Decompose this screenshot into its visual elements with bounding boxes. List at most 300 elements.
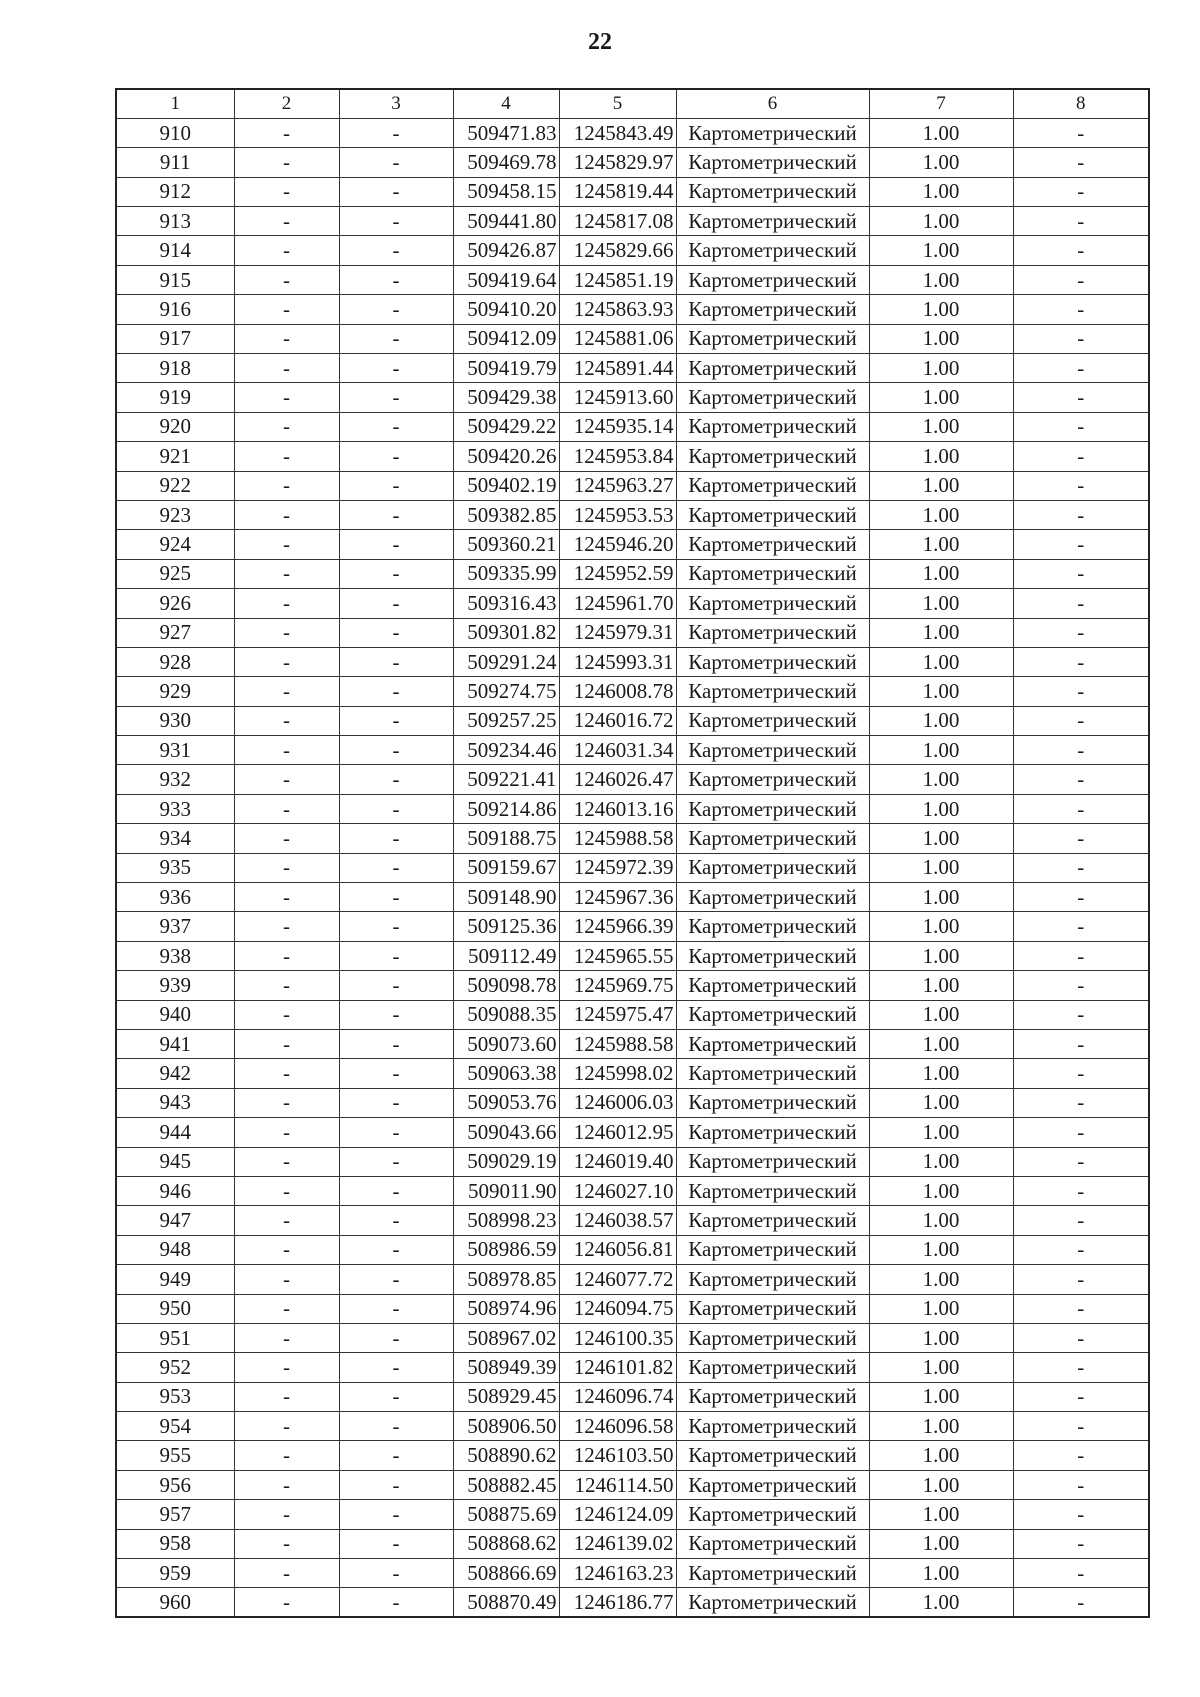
- col-3-cell: -: [339, 1470, 453, 1499]
- col-2-cell: -: [234, 1147, 339, 1176]
- col-2-cell: -: [234, 677, 339, 706]
- coord-y-cell: 1245829.97: [559, 148, 676, 177]
- accuracy-cell: 1.00: [869, 971, 1013, 1000]
- table-row: [116, 1176, 1149, 1205]
- table-row: [116, 1412, 1149, 1441]
- accuracy-cell: 1.00: [869, 677, 1013, 706]
- col-8-cell: -: [1013, 647, 1149, 676]
- table-row: [116, 794, 1149, 823]
- coord-x-cell: 509420.26: [453, 442, 559, 471]
- table-row: [116, 736, 1149, 765]
- col-2-cell: -: [234, 647, 339, 676]
- point-number-cell: 943: [116, 1088, 234, 1117]
- coord-y-cell: 1245881.06: [559, 324, 676, 353]
- coord-y-cell: 1245953.53: [559, 500, 676, 529]
- col-3-cell: -: [339, 354, 453, 383]
- coord-y-cell: 1245967.36: [559, 883, 676, 912]
- method-cell: Картометрический: [676, 1206, 869, 1235]
- method-cell: Картометрический: [676, 1588, 869, 1617]
- col-2-cell: -: [234, 1118, 339, 1147]
- point-number-cell: 954: [116, 1412, 234, 1441]
- coord-x-cell: 509301.82: [453, 618, 559, 647]
- col-2-cell: -: [234, 971, 339, 1000]
- col-8-cell: -: [1013, 883, 1149, 912]
- accuracy-cell: 1.00: [869, 765, 1013, 794]
- method-cell: Картометрический: [676, 500, 869, 529]
- point-number-cell: 941: [116, 1030, 234, 1059]
- method-cell: Картометрический: [676, 1382, 869, 1411]
- col-3-cell: -: [339, 736, 453, 765]
- coord-x-cell: 509221.41: [453, 765, 559, 794]
- coord-y-cell: 1245966.39: [559, 912, 676, 941]
- col-8-cell: -: [1013, 1147, 1149, 1176]
- col-3-cell: -: [339, 677, 453, 706]
- table-row: [116, 971, 1149, 1000]
- accuracy-cell: 1.00: [869, 148, 1013, 177]
- accuracy-cell: 1.00: [869, 794, 1013, 823]
- col-2-cell: -: [234, 207, 339, 236]
- col-3-cell: -: [339, 883, 453, 912]
- col-8-cell: -: [1013, 236, 1149, 265]
- table-row: [116, 941, 1149, 970]
- col-2-cell: -: [234, 1059, 339, 1088]
- method-cell: Картометрический: [676, 1294, 869, 1323]
- col-3-cell: -: [339, 971, 453, 1000]
- method-cell: Картометрический: [676, 383, 869, 412]
- col-2-cell: -: [234, 1323, 339, 1352]
- table-row: [116, 647, 1149, 676]
- coord-x-cell: 509426.87: [453, 236, 559, 265]
- col-8-cell: -: [1013, 1176, 1149, 1205]
- coord-y-cell: 1246186.77: [559, 1588, 676, 1617]
- table-row: [116, 1470, 1149, 1499]
- coord-y-cell: 1246019.40: [559, 1147, 676, 1176]
- col-2-cell: -: [234, 1500, 339, 1529]
- table-row: [116, 1147, 1149, 1176]
- col-2-cell: -: [234, 1588, 339, 1617]
- col-8-cell: -: [1013, 118, 1149, 147]
- point-number-cell: 948: [116, 1235, 234, 1264]
- col-2-cell: -: [234, 1353, 339, 1382]
- coord-x-cell: 509429.22: [453, 412, 559, 441]
- header-cell-1: 1: [116, 89, 234, 118]
- coord-x-cell: 509063.38: [453, 1059, 559, 1088]
- method-cell: Картометрический: [676, 1118, 869, 1147]
- method-cell: Картометрический: [676, 530, 869, 559]
- coord-x-cell: 509419.64: [453, 265, 559, 294]
- col-2-cell: -: [234, 236, 339, 265]
- accuracy-cell: 1.00: [869, 471, 1013, 500]
- coord-y-cell: 1246016.72: [559, 706, 676, 735]
- table-row: [116, 1441, 1149, 1470]
- accuracy-cell: 1.00: [869, 1353, 1013, 1382]
- point-number-cell: 945: [116, 1147, 234, 1176]
- col-2-cell: -: [234, 765, 339, 794]
- col-8-cell: -: [1013, 412, 1149, 441]
- method-cell: Картометрический: [676, 442, 869, 471]
- coord-y-cell: 1245843.49: [559, 118, 676, 147]
- coord-y-cell: 1246124.09: [559, 1500, 676, 1529]
- col-8-cell: -: [1013, 1206, 1149, 1235]
- col-3-cell: -: [339, 471, 453, 500]
- coord-x-cell: 509088.35: [453, 1000, 559, 1029]
- header-cell-5: 5: [559, 89, 676, 118]
- col-2-cell: -: [234, 618, 339, 647]
- point-number-cell: 914: [116, 236, 234, 265]
- method-cell: Картометрический: [676, 589, 869, 618]
- coord-y-cell: 1245993.31: [559, 647, 676, 676]
- header-cell-3: 3: [339, 89, 453, 118]
- col-3-cell: -: [339, 1235, 453, 1264]
- col-2-cell: -: [234, 1206, 339, 1235]
- coord-x-cell: 509410.20: [453, 295, 559, 324]
- table-row: [116, 383, 1149, 412]
- point-number-cell: 937: [116, 912, 234, 941]
- accuracy-cell: 1.00: [869, 1559, 1013, 1588]
- coord-y-cell: 1246114.50: [559, 1470, 676, 1499]
- col-3-cell: -: [339, 412, 453, 441]
- col-2-cell: -: [234, 500, 339, 529]
- table-row: [116, 500, 1149, 529]
- col-2-cell: -: [234, 1559, 339, 1588]
- col-2-cell: -: [234, 148, 339, 177]
- accuracy-cell: 1.00: [869, 1470, 1013, 1499]
- table-row: [116, 1265, 1149, 1294]
- col-2-cell: -: [234, 1176, 339, 1205]
- coord-x-cell: 508949.39: [453, 1353, 559, 1382]
- point-number-cell: 927: [116, 618, 234, 647]
- col-8-cell: -: [1013, 1353, 1149, 1382]
- coord-y-cell: 1245975.47: [559, 1000, 676, 1029]
- coord-x-cell: 509043.66: [453, 1118, 559, 1147]
- col-2-cell: -: [234, 589, 339, 618]
- coord-y-cell: 1246008.78: [559, 677, 676, 706]
- col-8-cell: -: [1013, 1294, 1149, 1323]
- coord-y-cell: 1246101.82: [559, 1353, 676, 1382]
- col-8-cell: -: [1013, 1000, 1149, 1029]
- col-3-cell: -: [339, 1529, 453, 1558]
- col-3-cell: -: [339, 207, 453, 236]
- point-number-cell: 917: [116, 324, 234, 353]
- coord-x-cell: 509360.21: [453, 530, 559, 559]
- col-3-cell: -: [339, 1030, 453, 1059]
- method-cell: Картометрический: [676, 941, 869, 970]
- accuracy-cell: 1.00: [869, 442, 1013, 471]
- accuracy-cell: 1.00: [869, 912, 1013, 941]
- accuracy-cell: 1.00: [869, 118, 1013, 147]
- coord-x-cell: 508986.59: [453, 1235, 559, 1264]
- table-row: [116, 912, 1149, 941]
- col-2-cell: -: [234, 412, 339, 441]
- accuracy-cell: 1.00: [869, 618, 1013, 647]
- table-row: [116, 1500, 1149, 1529]
- method-cell: Картометрический: [676, 1412, 869, 1441]
- coord-x-cell: 509402.19: [453, 471, 559, 500]
- table-row: [116, 853, 1149, 882]
- table-row: [116, 442, 1149, 471]
- method-cell: Картометрический: [676, 324, 869, 353]
- col-3-cell: -: [339, 1176, 453, 1205]
- method-cell: Картометрический: [676, 1323, 869, 1352]
- col-8-cell: -: [1013, 1500, 1149, 1529]
- accuracy-cell: 1.00: [869, 853, 1013, 882]
- coord-x-cell: 509125.36: [453, 912, 559, 941]
- coord-x-cell: 509291.24: [453, 647, 559, 676]
- col-8-cell: -: [1013, 706, 1149, 735]
- point-number-cell: 925: [116, 559, 234, 588]
- col-3-cell: -: [339, 647, 453, 676]
- coord-x-cell: 509098.78: [453, 971, 559, 1000]
- coord-y-cell: 1246100.35: [559, 1323, 676, 1352]
- accuracy-cell: 1.00: [869, 706, 1013, 735]
- col-2-cell: -: [234, 1294, 339, 1323]
- col-2-cell: -: [234, 736, 339, 765]
- table-row: [116, 559, 1149, 588]
- point-number-cell: 915: [116, 265, 234, 294]
- col-8-cell: -: [1013, 736, 1149, 765]
- col-8-cell: -: [1013, 530, 1149, 559]
- coord-y-cell: 1245972.39: [559, 853, 676, 882]
- header-cell-4: 4: [453, 89, 559, 118]
- col-3-cell: -: [339, 1559, 453, 1588]
- accuracy-cell: 1.00: [869, 383, 1013, 412]
- col-3-cell: -: [339, 236, 453, 265]
- point-number-cell: 940: [116, 1000, 234, 1029]
- table-header-row: [116, 89, 1149, 118]
- col-3-cell: -: [339, 265, 453, 294]
- col-2-cell: -: [234, 177, 339, 206]
- coord-y-cell: 1245988.58: [559, 824, 676, 853]
- method-cell: Картометрический: [676, 1000, 869, 1029]
- method-cell: Картометрический: [676, 883, 869, 912]
- col-2-cell: -: [234, 1235, 339, 1264]
- coord-y-cell: 1246103.50: [559, 1441, 676, 1470]
- col-8-cell: -: [1013, 589, 1149, 618]
- coord-x-cell: 508998.23: [453, 1206, 559, 1235]
- coord-x-cell: 509188.75: [453, 824, 559, 853]
- method-cell: Картометрический: [676, 1353, 869, 1382]
- col-8-cell: -: [1013, 1559, 1149, 1588]
- col-8-cell: -: [1013, 618, 1149, 647]
- point-number-cell: 957: [116, 1500, 234, 1529]
- coord-y-cell: 1245952.59: [559, 559, 676, 588]
- coord-x-cell: 509029.19: [453, 1147, 559, 1176]
- table-row: [116, 148, 1149, 177]
- method-cell: Картометрический: [676, 295, 869, 324]
- table-row: [116, 118, 1149, 147]
- accuracy-cell: 1.00: [869, 1265, 1013, 1294]
- col-8-cell: -: [1013, 1265, 1149, 1294]
- coord-y-cell: 1245891.44: [559, 354, 676, 383]
- coord-y-cell: 1245817.08: [559, 207, 676, 236]
- header-cell-2: 2: [234, 89, 339, 118]
- coord-y-cell: 1246031.34: [559, 736, 676, 765]
- col-8-cell: -: [1013, 1470, 1149, 1499]
- col-8-cell: -: [1013, 265, 1149, 294]
- col-2-cell: -: [234, 1265, 339, 1294]
- col-3-cell: -: [339, 1059, 453, 1088]
- coord-x-cell: 509234.46: [453, 736, 559, 765]
- point-number-cell: 931: [116, 736, 234, 765]
- accuracy-cell: 1.00: [869, 1323, 1013, 1352]
- accuracy-cell: 1.00: [869, 1500, 1013, 1529]
- col-3-cell: -: [339, 1441, 453, 1470]
- col-2-cell: -: [234, 794, 339, 823]
- point-number-cell: 921: [116, 442, 234, 471]
- point-number-cell: 920: [116, 412, 234, 441]
- col-2-cell: -: [234, 295, 339, 324]
- accuracy-cell: 1.00: [869, 1206, 1013, 1235]
- coord-y-cell: 1245819.44: [559, 177, 676, 206]
- method-cell: Картометрический: [676, 265, 869, 294]
- col-2-cell: -: [234, 1088, 339, 1117]
- method-cell: Картометрический: [676, 236, 869, 265]
- coord-y-cell: 1245829.66: [559, 236, 676, 265]
- coord-y-cell: 1246163.23: [559, 1559, 676, 1588]
- method-cell: Картометрический: [676, 706, 869, 735]
- col-3-cell: -: [339, 324, 453, 353]
- table-row: [116, 177, 1149, 206]
- col-8-cell: -: [1013, 912, 1149, 941]
- col-8-cell: -: [1013, 1588, 1149, 1617]
- col-2-cell: -: [234, 1030, 339, 1059]
- method-cell: Картометрический: [676, 1235, 869, 1264]
- point-number-cell: 949: [116, 1265, 234, 1294]
- col-3-cell: -: [339, 177, 453, 206]
- coord-x-cell: 509316.43: [453, 589, 559, 618]
- method-cell: Картометрический: [676, 118, 869, 147]
- table-row: [116, 765, 1149, 794]
- col-3-cell: -: [339, 794, 453, 823]
- col-8-cell: -: [1013, 207, 1149, 236]
- col-2-cell: -: [234, 883, 339, 912]
- table-row: [116, 354, 1149, 383]
- header-cell-6: 6: [676, 89, 869, 118]
- coord-x-cell: 509471.83: [453, 118, 559, 147]
- col-8-cell: -: [1013, 1088, 1149, 1117]
- point-number-cell: 939: [116, 971, 234, 1000]
- col-8-cell: -: [1013, 853, 1149, 882]
- col-2-cell: -: [234, 1000, 339, 1029]
- accuracy-cell: 1.00: [869, 324, 1013, 353]
- coord-x-cell: 509112.49: [453, 941, 559, 970]
- col-8-cell: -: [1013, 1235, 1149, 1264]
- point-number-cell: 956: [116, 1470, 234, 1499]
- coord-x-cell: 508906.50: [453, 1412, 559, 1441]
- col-8-cell: -: [1013, 1059, 1149, 1088]
- coord-y-cell: 1246038.57: [559, 1206, 676, 1235]
- col-3-cell: -: [339, 1382, 453, 1411]
- method-cell: Картометрический: [676, 177, 869, 206]
- col-3-cell: -: [339, 941, 453, 970]
- col-2-cell: -: [234, 324, 339, 353]
- point-number-cell: 947: [116, 1206, 234, 1235]
- col-3-cell: -: [339, 500, 453, 529]
- coord-x-cell: 509458.15: [453, 177, 559, 206]
- coord-x-cell: 509148.90: [453, 883, 559, 912]
- accuracy-cell: 1.00: [869, 1030, 1013, 1059]
- coord-x-cell: 508882.45: [453, 1470, 559, 1499]
- col-3-cell: -: [339, 1500, 453, 1529]
- point-number-cell: 951: [116, 1323, 234, 1352]
- col-3-cell: -: [339, 148, 453, 177]
- col-3-cell: -: [339, 589, 453, 618]
- col-2-cell: -: [234, 530, 339, 559]
- method-cell: Картометрический: [676, 912, 869, 941]
- point-number-cell: 916: [116, 295, 234, 324]
- coord-y-cell: 1245998.02: [559, 1059, 676, 1088]
- accuracy-cell: 1.00: [869, 1088, 1013, 1117]
- table-row: [116, 618, 1149, 647]
- point-number-cell: 919: [116, 383, 234, 412]
- coord-y-cell: 1246096.74: [559, 1382, 676, 1411]
- accuracy-cell: 1.00: [869, 1588, 1013, 1617]
- accuracy-cell: 1.00: [869, 1000, 1013, 1029]
- col-3-cell: -: [339, 1265, 453, 1294]
- coord-y-cell: 1246013.16: [559, 794, 676, 823]
- col-8-cell: -: [1013, 824, 1149, 853]
- coord-y-cell: 1246096.58: [559, 1412, 676, 1441]
- header-cell-7: 7: [869, 89, 1013, 118]
- table-row: [116, 706, 1149, 735]
- col-2-cell: -: [234, 265, 339, 294]
- col-8-cell: -: [1013, 1323, 1149, 1352]
- col-3-cell: -: [339, 824, 453, 853]
- accuracy-cell: 1.00: [869, 412, 1013, 441]
- table-row: [116, 1294, 1149, 1323]
- method-cell: Картометрический: [676, 1529, 869, 1558]
- col-2-cell: -: [234, 706, 339, 735]
- point-number-cell: 934: [116, 824, 234, 853]
- coord-x-cell: 509274.75: [453, 677, 559, 706]
- col-8-cell: -: [1013, 148, 1149, 177]
- method-cell: Картометрический: [676, 618, 869, 647]
- table-row: [116, 295, 1149, 324]
- method-cell: Картометрический: [676, 1265, 869, 1294]
- page-number: 22: [588, 29, 612, 55]
- coord-x-cell: 509412.09: [453, 324, 559, 353]
- coord-y-cell: 1246027.10: [559, 1176, 676, 1205]
- col-3-cell: -: [339, 618, 453, 647]
- method-cell: Картометрический: [676, 412, 869, 441]
- method-cell: Картометрический: [676, 765, 869, 794]
- accuracy-cell: 1.00: [869, 647, 1013, 676]
- point-number-cell: 955: [116, 1441, 234, 1470]
- coord-x-cell: 508974.96: [453, 1294, 559, 1323]
- coord-x-cell: 509073.60: [453, 1030, 559, 1059]
- table-row: [116, 824, 1149, 853]
- col-2-cell: -: [234, 383, 339, 412]
- accuracy-cell: 1.00: [869, 295, 1013, 324]
- table-row: [116, 207, 1149, 236]
- col-8-cell: -: [1013, 1529, 1149, 1558]
- point-number-cell: 958: [116, 1529, 234, 1558]
- coord-x-cell: 509469.78: [453, 148, 559, 177]
- col-2-cell: -: [234, 824, 339, 853]
- method-cell: Картометрический: [676, 853, 869, 882]
- table-row: [116, 1529, 1149, 1558]
- coord-y-cell: 1245969.75: [559, 971, 676, 1000]
- col-8-cell: -: [1013, 471, 1149, 500]
- accuracy-cell: 1.00: [869, 177, 1013, 206]
- table-row: [116, 1118, 1149, 1147]
- col-2-cell: -: [234, 941, 339, 970]
- method-cell: Картометрический: [676, 1088, 869, 1117]
- coord-x-cell: 508868.62: [453, 1529, 559, 1558]
- col-3-cell: -: [339, 1588, 453, 1617]
- accuracy-cell: 1.00: [869, 736, 1013, 765]
- accuracy-cell: 1.00: [869, 883, 1013, 912]
